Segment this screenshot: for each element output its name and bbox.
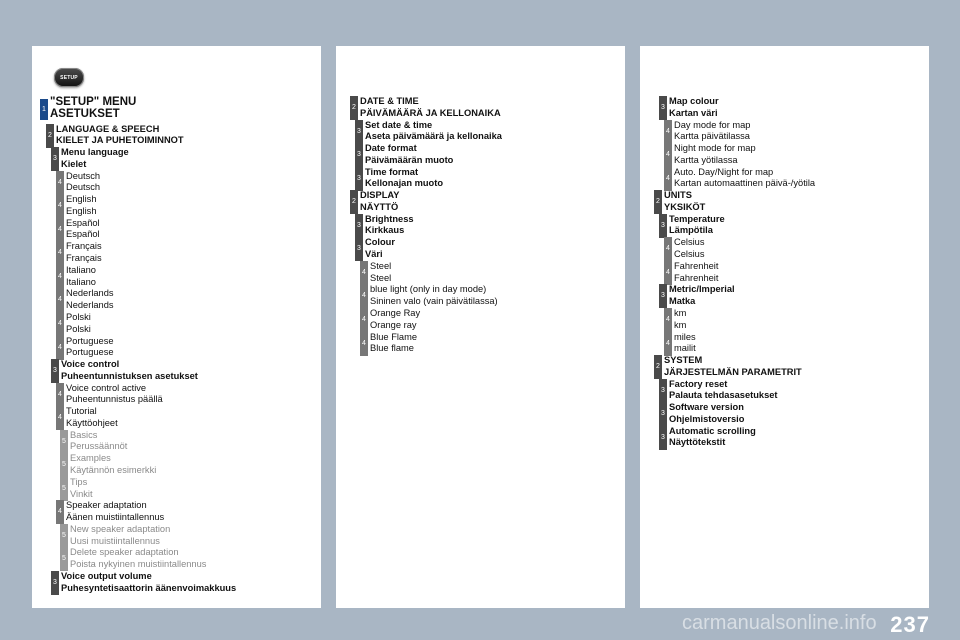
menu-item-translation: Puheentunnistuksen asetukset bbox=[61, 370, 198, 381]
menu-item-translation: Kartan väri bbox=[669, 107, 718, 118]
menu-item-translation: Blue flame bbox=[370, 343, 414, 354]
menu-item-translation: Deutsch bbox=[66, 182, 101, 193]
level-badge: 2 bbox=[654, 355, 662, 379]
level-badge: 3 bbox=[355, 120, 363, 144]
menu-item-label: Time format bbox=[365, 166, 419, 177]
menu-item-translation: Italiano bbox=[66, 276, 96, 287]
menu-item-translation: Vinkit bbox=[70, 488, 93, 499]
menu-item-label: Español bbox=[66, 217, 100, 228]
level-badge: 3 bbox=[659, 96, 667, 120]
menu-item-translation: PÄIVÄMÄÄRÄ JA KELLONAIKA bbox=[360, 107, 501, 118]
menu-item-label: Auto. Day/Night for map bbox=[674, 166, 774, 177]
menu-item-translation: Kartta yötilassa bbox=[674, 154, 738, 165]
menu-item-label: Orange Ray bbox=[370, 307, 421, 318]
level-badge: 4 bbox=[56, 194, 64, 218]
level-badge: 1 bbox=[40, 99, 48, 120]
level-badge: 4 bbox=[360, 284, 368, 308]
menu-item-label: Celsius bbox=[674, 237, 705, 248]
level-badge: 3 bbox=[659, 214, 667, 238]
menu-item-label: New speaker adaptation bbox=[70, 523, 171, 534]
level-badge: 3 bbox=[659, 426, 667, 450]
menu-item-translation: Fahrenheit bbox=[674, 272, 719, 283]
menu-item-translation: KIELET JA PUHETOIMINNOT bbox=[56, 135, 184, 146]
level-badge: 2 bbox=[654, 190, 662, 214]
menu-item-label: Blue Flame bbox=[370, 331, 418, 342]
menu-item-translation: Päivämäärän muoto bbox=[365, 154, 454, 165]
level-badge: 4 bbox=[664, 308, 672, 332]
menu-item-label: Voice control bbox=[61, 359, 120, 370]
level-badge: 3 bbox=[51, 147, 59, 171]
menu-item-label: "SETUP" MENU bbox=[50, 96, 137, 108]
level-badge: 4 bbox=[56, 383, 64, 407]
menu-item-label: Voice control active bbox=[66, 382, 147, 393]
menu-item-label: Date format bbox=[365, 143, 417, 154]
menu-item-label: Delete speaker adaptation bbox=[70, 547, 179, 558]
menu-item-translation: Kirkkaus bbox=[365, 225, 405, 236]
menu-item-label: Colour bbox=[365, 237, 395, 248]
level-badge: 5 bbox=[60, 524, 68, 548]
menu-item-label: blue light (only in day mode) bbox=[370, 284, 487, 295]
page-number: 237 bbox=[890, 612, 930, 637]
menu-panel-left bbox=[32, 46, 321, 608]
menu-item-translation: Käytännön esimerkki bbox=[70, 464, 157, 475]
menu-item-translation: Ohjelmistoversio bbox=[669, 413, 745, 424]
menu-item-label: English bbox=[66, 194, 97, 205]
level-badge: 4 bbox=[664, 261, 672, 285]
level-badge: 3 bbox=[51, 571, 59, 595]
level-badge: 3 bbox=[659, 402, 667, 426]
level-badge: 4 bbox=[664, 237, 672, 261]
level-badge: 4 bbox=[56, 336, 64, 360]
menu-item-translation: Kellonajan muoto bbox=[365, 178, 443, 189]
menu-item-translation: Poista nykyinen muistiintallennus bbox=[70, 559, 207, 570]
watermark: carmanualsonline.info bbox=[682, 612, 877, 634]
menu-item-label: Italiano bbox=[66, 264, 96, 275]
level-badge: 3 bbox=[51, 359, 59, 383]
level-badge: 5 bbox=[60, 477, 68, 501]
level-badge: 3 bbox=[355, 167, 363, 191]
menu-item-label: Metric/Imperial bbox=[669, 284, 735, 295]
level-badge: 2 bbox=[350, 96, 358, 120]
menu-item-label: DISPLAY bbox=[360, 190, 400, 201]
menu-item-label: miles bbox=[674, 331, 696, 342]
menu-item-translation: Sininen valo (vain päivätilassa) bbox=[370, 296, 498, 307]
menu-item-translation: Lämpötila bbox=[669, 225, 713, 236]
menu-item-label: Speaker adaptation bbox=[66, 500, 147, 511]
menu-item-translation: English bbox=[66, 205, 97, 216]
menu-item-translation: Palauta tehdasasetukset bbox=[669, 390, 778, 401]
menu-item-label: km bbox=[674, 307, 687, 318]
level-badge: 3 bbox=[355, 143, 363, 167]
menu-item-translation: YKSIKÖT bbox=[664, 201, 706, 212]
level-badge: 3 bbox=[659, 379, 667, 403]
menu-item-translation: NÄYTTÖ bbox=[360, 201, 399, 212]
menu-item-label: Français bbox=[66, 241, 102, 252]
menu-item-translation: ASETUKSET bbox=[50, 108, 120, 120]
menu-item-translation: Nederlands bbox=[66, 300, 114, 311]
menu-item-label: Factory reset bbox=[669, 378, 728, 389]
menu-panel-right bbox=[640, 46, 929, 608]
menu-item-label: Temperature bbox=[669, 213, 725, 224]
level-badge: 4 bbox=[360, 308, 368, 332]
menu-item-label: Menu language bbox=[61, 147, 129, 158]
level-badge: 4 bbox=[360, 261, 368, 285]
menu-item-label: Polski bbox=[66, 311, 91, 322]
level-badge: 5 bbox=[60, 547, 68, 571]
level-badge: 5 bbox=[60, 453, 68, 477]
menu-item-label: UNITS bbox=[664, 190, 692, 201]
menu-item-translation: Kielet bbox=[61, 158, 87, 169]
level-badge: 4 bbox=[56, 406, 64, 430]
menu-item-translation: Celsius bbox=[674, 249, 705, 259]
menu-item-label: DATE & TIME bbox=[360, 96, 419, 106]
menu-item-translation: mailit bbox=[674, 343, 696, 354]
menu-item-label: Brightness bbox=[365, 213, 414, 224]
menu-item-translation: JÄRJESTELMÄN PARAMETRIT bbox=[664, 366, 802, 377]
menu-item-label: Automatic scrolling bbox=[669, 425, 756, 436]
menu-item-translation: km bbox=[674, 319, 687, 330]
menu-item-label: Deutsch bbox=[66, 170, 101, 181]
level-badge: 4 bbox=[664, 332, 672, 356]
level-badge: 5 bbox=[60, 430, 68, 454]
level-badge: 4 bbox=[360, 332, 368, 356]
menu-item-translation: Aseta päivämäärä ja kellonaika bbox=[365, 131, 502, 142]
menu-item-label: Examples bbox=[70, 453, 111, 464]
level-badge: 4 bbox=[664, 120, 672, 144]
menu-item-label: Map colour bbox=[669, 96, 719, 106]
menu-item-translation: Perussäännöt bbox=[70, 441, 128, 452]
menu-item-translation: Uusi muistiintallennus bbox=[70, 535, 160, 546]
setup-button-icon: SETUP bbox=[54, 68, 84, 87]
menu-item-translation: Portuguese bbox=[66, 347, 114, 358]
menu-item-label: Basics bbox=[70, 429, 98, 440]
menu-item-translation: Kartta päivätilassa bbox=[674, 131, 750, 142]
level-badge: 4 bbox=[56, 241, 64, 265]
menu-item-label: Portuguese bbox=[66, 335, 114, 346]
menu-item-label: Night mode for map bbox=[674, 143, 756, 154]
level-badge: 2 bbox=[350, 190, 358, 214]
menu-item-translation: Väri bbox=[365, 249, 383, 259]
menu-item-label: Tips bbox=[70, 476, 88, 487]
menu-item-label: Tutorial bbox=[66, 406, 97, 417]
menu-item-translation: Steel bbox=[370, 272, 392, 283]
menu-item-translation: Kartan automaattinen päivä-/yötila bbox=[674, 178, 816, 189]
level-badge: 4 bbox=[664, 167, 672, 191]
level-badge: 4 bbox=[664, 143, 672, 167]
level-badge: 3 bbox=[355, 214, 363, 238]
menu-item-translation: Puheentunnistus päällä bbox=[66, 394, 163, 405]
menu-item-translation: Matka bbox=[669, 296, 696, 307]
menu-item-translation: Polski bbox=[66, 323, 91, 334]
menu-item-label: Fahrenheit bbox=[674, 260, 719, 271]
level-badge: 4 bbox=[56, 500, 64, 524]
level-badge: 4 bbox=[56, 218, 64, 242]
level-badge: 2 bbox=[46, 124, 54, 148]
menu-item-translation: Näyttötekstit bbox=[669, 437, 726, 448]
level-badge: 3 bbox=[659, 284, 667, 308]
menu-item-label: LANGUAGE & SPEECH bbox=[56, 123, 160, 134]
menu-item-translation: Español bbox=[66, 229, 100, 240]
menu-item-translation: Äänen muistiintallennus bbox=[66, 512, 165, 523]
level-badge: 4 bbox=[56, 312, 64, 336]
menu-item-label: Day mode for map bbox=[674, 119, 751, 130]
menu-item-translation: Français bbox=[66, 253, 102, 263]
level-badge: 4 bbox=[56, 288, 64, 312]
menu-item-translation: Orange ray bbox=[370, 319, 417, 330]
menu-item-label: Software version bbox=[669, 402, 744, 413]
level-badge: 4 bbox=[56, 171, 64, 195]
menu-item-label: Nederlands bbox=[66, 288, 114, 299]
menu-item-label: Voice output volume bbox=[61, 571, 152, 581]
level-badge: 3 bbox=[355, 237, 363, 261]
menu-item-label: SYSTEM bbox=[664, 355, 703, 366]
level-badge: 4 bbox=[56, 265, 64, 289]
menu-panel-middle bbox=[336, 46, 625, 608]
menu-item-label: Steel bbox=[370, 260, 392, 271]
menu-item-translation: Puhesyntetisaattorin äänenvoimakkuus bbox=[61, 582, 237, 593]
menu-item-label: Set date & time bbox=[365, 119, 433, 130]
menu-item-translation: Käyttöohjeet bbox=[66, 417, 118, 428]
